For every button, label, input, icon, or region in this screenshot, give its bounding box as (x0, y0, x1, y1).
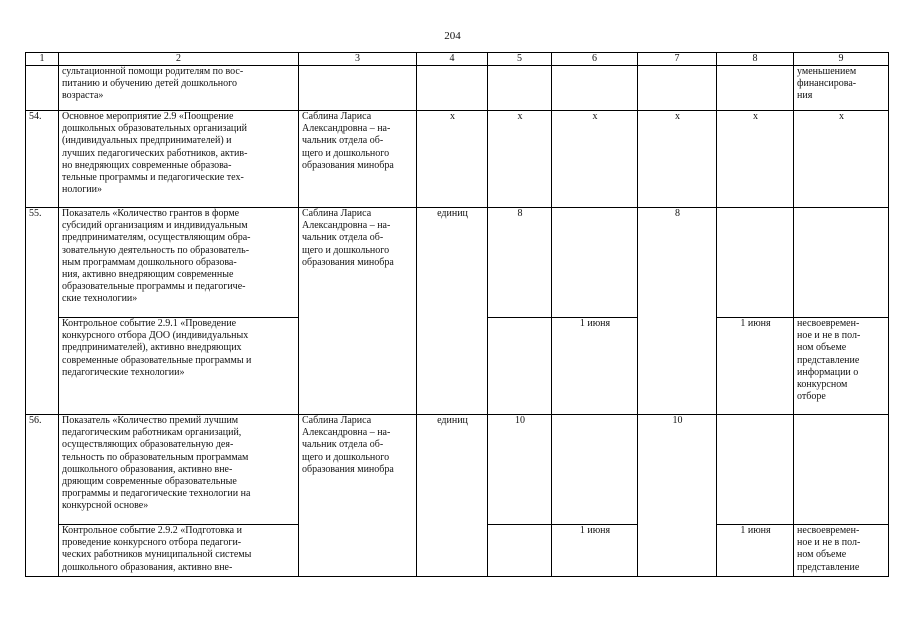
cell (417, 66, 488, 111)
column-number-row (26, 53, 889, 66)
date-cell: 1 июня (552, 525, 638, 577)
header-cell: 4 (417, 53, 488, 66)
cell (552, 66, 638, 111)
cell: х (552, 111, 638, 208)
table-row-continuation (26, 66, 889, 111)
date-cell: 1 июня (717, 525, 794, 577)
cell: х (717, 111, 794, 208)
responsible-cell: Саблина Лариса Александровна – на- чальник отдела об- щего и дошкольного образования минобра (299, 111, 417, 208)
row-number: 54. (26, 111, 59, 208)
responsible-cell: Саблина Лариса Александровна – на- чальник отдела об- щего и дошкольного образования минобра (299, 415, 417, 577)
table-row-56 (26, 415, 889, 525)
cell (299, 66, 417, 111)
cell (552, 415, 638, 525)
cell (717, 66, 794, 111)
row-text: Контрольное событие 2.9.2 «Подготовка и проведение конкурсного отбора педагоги- ческих работников муниципальной системы дошкольного образования, активно вне- (59, 525, 299, 577)
header-cell: 5 (488, 53, 552, 66)
page-number: 204 (444, 30, 461, 42)
cell: х (417, 111, 488, 208)
table-row-54 (26, 111, 889, 208)
cell (552, 208, 638, 318)
cell (717, 208, 794, 318)
cell: 10 (638, 415, 717, 577)
row-number: 55. (26, 208, 59, 415)
row-number (26, 66, 59, 111)
row-number: 56. (26, 415, 59, 577)
risk-cell: уменьшением финансирова- ния (794, 66, 889, 111)
cell (488, 318, 552, 415)
cell: 8 (638, 208, 717, 415)
header-cell: 1 (26, 53, 59, 66)
row-text: Контрольное событие 2.9.1 «Проведение конкурсного отбора ДОО (индивидуальных предпринимателей), активно внедряющих современные образовательные программы и педагогические технологии» (59, 318, 299, 415)
date-cell: 1 июня (717, 318, 794, 415)
unit-cell: единиц (417, 415, 488, 577)
cell (488, 525, 552, 577)
cell: х (794, 111, 889, 208)
row-text: Показатель «Количество премий лучшим педагогическим работникам организаций, осуществляющих образовательную дея- тельность по образовательным программам дошкольного образования, активно вне- дряющим современные образовательные программы и педагогические технологии на конкурсной основе» (59, 415, 299, 525)
cell (794, 415, 889, 525)
date-cell: 1 июня (552, 318, 638, 415)
header-cell: 6 (552, 53, 638, 66)
responsible-cell: Саблина Лариса Александровна – на- чальник отдела об- щего и дошкольного образования минобра (299, 208, 417, 415)
header-cell: 3 (299, 53, 417, 66)
cell (638, 66, 717, 111)
header-cell: 7 (638, 53, 717, 66)
cell: 10 (488, 415, 552, 525)
cell (717, 415, 794, 525)
row-text: Показатель «Количество грантов в форме субсидий организациям и индивидуальным предпринимателям, осуществляющим обра- зовательную деятельность по образователь- ным программам дошкольного образова- ния, активно внедряющим современные образовательные программы и педагогиче- ские технологии» (59, 208, 299, 318)
cell (488, 66, 552, 111)
unit-cell: единиц (417, 208, 488, 415)
risk-cell: несвоевремен- ное и не в пол- ном объеме представление (794, 525, 889, 577)
row-text: Основное мероприятие 2.9 «Поощрение дошкольных образовательных организаций (индивидуальных предпринимателей) и лучших педагогических работников, актив- но внедряющих современные образова- тельные программы и педагогические тех- нологии» (59, 111, 299, 208)
risk-cell: несвоевремен- ное и не в пол- ном объеме представление информации о конкурсном отборе (794, 318, 889, 415)
header-cell: 8 (717, 53, 794, 66)
cell (794, 208, 889, 318)
cell: 8 (488, 208, 552, 318)
cell: х (638, 111, 717, 208)
cell: х (488, 111, 552, 208)
header-cell: 2 (59, 53, 299, 66)
plan-table (25, 52, 889, 577)
header-cell: 9 (794, 53, 889, 66)
table-row-55 (26, 208, 889, 318)
row-text: сультационной помощи родителям по вос- питанию и обучению детей дошкольного возраста» (59, 66, 299, 111)
